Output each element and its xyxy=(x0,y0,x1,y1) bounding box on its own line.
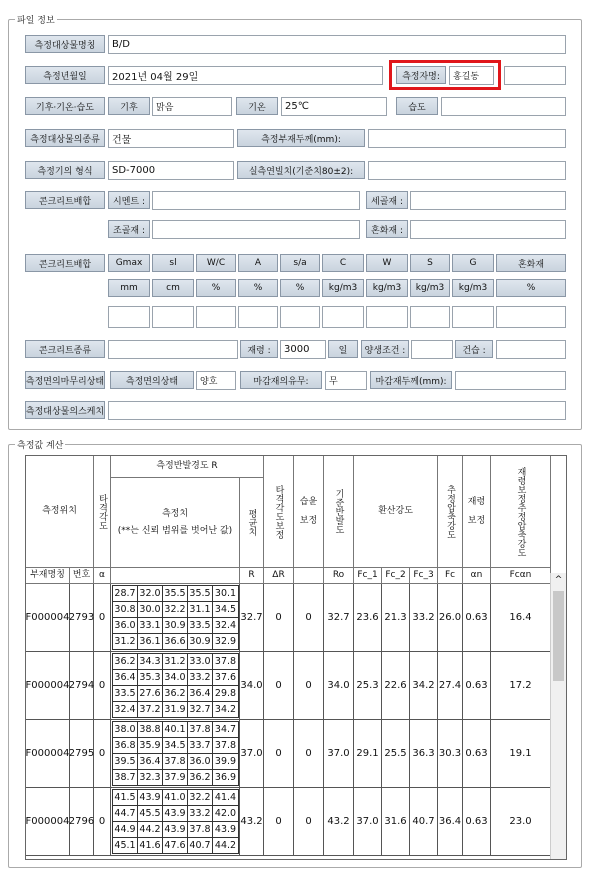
measure-value: 33.7 xyxy=(188,737,213,753)
target-name-field[interactable]: B/D xyxy=(108,35,566,54)
cement-label: 시멘트 : xyxy=(108,191,150,209)
measure-value: 43.9 xyxy=(213,821,238,837)
mix2-label: 콘크리트배합 xyxy=(25,254,105,272)
measure-grid xyxy=(112,653,239,718)
fine-agg-label: 세골재 : xyxy=(366,191,408,209)
measure-value: 37.8 xyxy=(163,753,188,769)
day-label: 일 xyxy=(328,340,358,358)
device-label: 측정기의 형식 xyxy=(25,161,105,179)
measure-value: 34.7 xyxy=(213,721,238,737)
cell-fc3: 36.3 xyxy=(410,720,438,787)
cell-member: F000004 xyxy=(26,652,70,719)
measure-value: 36.0 xyxy=(113,617,138,633)
measure-value: 41.4 xyxy=(213,789,238,805)
age-std-field[interactable] xyxy=(368,161,566,180)
hdr-rebound: 측정반발경도 R xyxy=(111,456,264,478)
mix-col-6: W xyxy=(366,254,408,272)
measure-grid xyxy=(112,585,239,650)
target-name-label: 측정대상물명칭 xyxy=(25,35,105,53)
admix-field[interactable] xyxy=(410,220,566,239)
cell-fc2: 25.5 xyxy=(382,720,410,787)
date-field[interactable]: 2021년 04월 29일 xyxy=(108,66,383,85)
measure-value: 35.5 xyxy=(188,585,213,601)
cell-fc: 36.4 xyxy=(438,788,463,855)
calc-title: 측정값 계산 xyxy=(15,438,65,451)
mix-value-0[interactable] xyxy=(108,306,150,328)
sub-fcan: Fcαn xyxy=(491,568,551,584)
thickness-label: 측정부재두께(mm): xyxy=(237,129,365,147)
mix-value-1[interactable] xyxy=(152,306,194,328)
cell-fcan: 23.0 xyxy=(491,788,551,855)
hdr-avg: 평균치 xyxy=(240,478,264,568)
measure-value: 38.0 xyxy=(113,721,138,737)
cell-fc: 27.4 xyxy=(438,652,463,719)
cell-moist: 0 xyxy=(294,788,324,855)
sub-member: 부재명칭 xyxy=(26,568,70,584)
mix-value-9[interactable] xyxy=(496,306,566,328)
vertical-scrollbar[interactable] xyxy=(550,573,566,859)
cell-alpha: 0 xyxy=(94,720,111,787)
type-label: 측정대상물의종류 xyxy=(25,129,105,147)
measure-value: 30.9 xyxy=(188,633,213,649)
measure-value: 34.5 xyxy=(163,737,188,753)
measure-value: 37.6 xyxy=(213,669,238,685)
mix-value-4[interactable] xyxy=(280,306,320,328)
measure-value: 39.9 xyxy=(213,753,238,769)
mix-col-2: W/C xyxy=(196,254,236,272)
cell-an: 0.63 xyxy=(463,720,491,787)
cell-fc3: 33.2 xyxy=(410,584,438,651)
curing-label: 양생조건 : xyxy=(361,340,409,358)
measure-value: 42.0 xyxy=(213,805,238,821)
weather-label: 기후·기온·습도 xyxy=(25,97,105,115)
measure-value: 31.2 xyxy=(113,633,138,649)
finish-thick-field[interactable] xyxy=(455,371,566,390)
dry-field[interactable] xyxy=(496,340,566,359)
cell-fc1: 37.0 xyxy=(354,788,382,855)
measure-value: 33.5 xyxy=(188,617,213,633)
hdr-age-b: 보정 xyxy=(467,515,486,526)
measure-value: 36.6 xyxy=(163,633,188,649)
sub-alpha: α xyxy=(94,568,111,584)
cell-Ro: 32.7 xyxy=(324,584,354,651)
cell-fc1: 23.6 xyxy=(354,584,382,651)
table-row[interactable] xyxy=(26,584,551,652)
mix-unit-1: cm xyxy=(152,279,194,297)
measure-value: 37.8 xyxy=(188,721,213,737)
file-info-title: 파일 정보 xyxy=(15,13,57,26)
cell-no: 2794 xyxy=(70,652,94,719)
measure-value: 31.9 xyxy=(163,701,188,717)
cell-fc1: 25.3 xyxy=(354,652,382,719)
cell-Ro: 37.0 xyxy=(324,720,354,787)
sub-fc1: Fc_1 xyxy=(354,568,382,584)
hdr-angle-a: 타격 xyxy=(97,493,107,512)
cell-fc2: 31.6 xyxy=(382,788,410,855)
cell-fc: 26.0 xyxy=(438,584,463,651)
measure-value: 37.8 xyxy=(213,653,238,669)
sub-R: R xyxy=(240,568,264,584)
surface-state-field[interactable]: 양호 xyxy=(196,371,236,390)
measure-value: 36.0 xyxy=(188,753,213,769)
cell-R: 43.2 xyxy=(240,788,264,855)
scroll-thumb[interactable] xyxy=(553,591,564,681)
sub-Ro: Ro xyxy=(324,568,354,584)
cell-moist: 0 xyxy=(294,652,324,719)
humidity-label: 습도 xyxy=(396,97,438,115)
sub-fc3: Fc_3 xyxy=(410,568,438,584)
cell-fc2: 21.3 xyxy=(382,584,410,651)
surface-state-label: 측정면의상태 xyxy=(110,371,194,389)
measure-value: 39.5 xyxy=(113,753,138,769)
measure-value: 40.7 xyxy=(188,837,213,853)
cell-no: 2795 xyxy=(70,720,94,787)
measure-value: 36.8 xyxy=(113,737,138,753)
mix-col-5: C xyxy=(322,254,364,272)
kind-label: 콘크리트종류 xyxy=(25,340,105,358)
measure-value: 32.3 xyxy=(138,769,163,785)
measure-value: 41.0 xyxy=(163,789,188,805)
cell-member: F000004 xyxy=(26,788,70,855)
cell-no: 2796 xyxy=(70,788,94,855)
hdr-est: 추정압축강도 xyxy=(438,456,463,568)
measure-value: 35.5 xyxy=(163,585,188,601)
mix-value-5[interactable] xyxy=(322,306,364,328)
sub-no: 번호 xyxy=(70,568,94,584)
measure-value: 44.7 xyxy=(113,805,138,821)
dry-label: 건습 : xyxy=(455,340,493,358)
sketch-field[interactable] xyxy=(108,401,566,420)
mix-unit-2: % xyxy=(196,279,236,297)
admix-label: 혼화재 : xyxy=(366,220,408,238)
date-label: 측정년월일 xyxy=(25,66,105,84)
mix-value-3[interactable] xyxy=(238,306,278,328)
hdr-angle xyxy=(94,456,111,568)
sketch-label: 측정대상물의스케치 xyxy=(25,401,105,419)
cell-moist: 0 xyxy=(294,584,324,651)
material-age-label: 재령 : xyxy=(240,340,278,358)
measure-value: 43.9 xyxy=(163,821,188,837)
measure-value: 44.9 xyxy=(113,821,138,837)
cell-dR: 0 xyxy=(264,584,294,651)
coarse-agg-field[interactable] xyxy=(152,220,360,239)
measure-grid xyxy=(112,721,239,786)
measure-value: 33.1 xyxy=(138,617,163,633)
sub-an: αn xyxy=(463,568,491,584)
mix-unit-9: % xyxy=(496,279,566,297)
measure-value: 32.9 xyxy=(213,633,238,649)
hdr-angle-corr: 타격각도보정 xyxy=(264,456,294,568)
measure-value: 30.9 xyxy=(163,617,188,633)
cell-Ro: 43.2 xyxy=(324,788,354,855)
hdr-measure-note: (**는 신뢰 범위를 벗어난 값) xyxy=(117,525,233,536)
mix-value-6[interactable] xyxy=(366,306,408,328)
curing-field[interactable] xyxy=(411,340,453,359)
cell-dR: 0 xyxy=(264,788,294,855)
measure-value: 30.1 xyxy=(213,585,238,601)
coarse-agg-label: 조골재 : xyxy=(108,220,150,238)
cell-fcan: 19.1 xyxy=(491,720,551,787)
climate-label: 기후 xyxy=(108,97,150,115)
device-field[interactable]: SD-7000 xyxy=(108,161,234,180)
kind-field[interactable] xyxy=(108,340,238,359)
finish-label: 마감재의유무: xyxy=(240,371,322,389)
mix-unit-6: kg/m3 xyxy=(366,279,408,297)
hdr-moist xyxy=(294,456,324,568)
sub-moist-blank xyxy=(294,568,324,584)
table-row[interactable] xyxy=(26,652,551,720)
scroll-up-icon[interactable]: ^ xyxy=(554,575,563,585)
cell-no: 2793 xyxy=(70,584,94,651)
mix-unit-0: mm xyxy=(108,279,150,297)
measure-value: 33.2 xyxy=(188,805,213,821)
measure-value: 35.9 xyxy=(138,737,163,753)
measure-value: 34.3 xyxy=(138,653,163,669)
measure-value: 44.2 xyxy=(138,821,163,837)
mix-value-2[interactable] xyxy=(196,306,236,328)
measure-value: 31.1 xyxy=(188,601,213,617)
mix-unit-7: kg/m3 xyxy=(410,279,450,297)
cell-dR: 0 xyxy=(264,652,294,719)
measure-value: 32.2 xyxy=(188,789,213,805)
mix-col-7: S xyxy=(410,254,450,272)
measure-value: 43.9 xyxy=(138,789,163,805)
measure-value: 31.2 xyxy=(163,653,188,669)
cell-R: 32.7 xyxy=(240,584,264,651)
measure-value: 32.7 xyxy=(188,701,213,717)
measure-value: 45.1 xyxy=(113,837,138,853)
cell-moist: 0 xyxy=(294,720,324,787)
hdr-final: 재령보정추정압축강도 xyxy=(491,456,551,568)
cement-field[interactable] xyxy=(152,191,360,210)
material-age-field[interactable]: 3000 xyxy=(280,340,326,359)
sub-fc2: Fc_2 xyxy=(382,568,410,584)
hdr-position: 측정위치 xyxy=(26,456,94,568)
cell-dR: 0 xyxy=(264,720,294,787)
table-row[interactable] xyxy=(26,720,551,788)
cell-R: 34.0 xyxy=(240,652,264,719)
measure-value: 30.0 xyxy=(138,601,163,617)
mix-unit-3: % xyxy=(238,279,278,297)
measure-value: 32.4 xyxy=(113,701,138,717)
mix-col-3: A xyxy=(238,254,278,272)
hdr-age-a: 재령 xyxy=(467,496,486,507)
measure-value: 37.9 xyxy=(163,769,188,785)
type-field[interactable]: 건물 xyxy=(108,129,234,148)
measure-value: 36.4 xyxy=(138,753,163,769)
measure-value: 34.0 xyxy=(163,669,188,685)
measure-value: 36.1 xyxy=(138,633,163,649)
measure-value: 32.4 xyxy=(213,617,238,633)
table-row[interactable] xyxy=(26,788,551,856)
mix-label: 콘크리트배합 xyxy=(25,191,105,209)
hdr-measure xyxy=(111,478,240,568)
hdr-strength: 환산강도 xyxy=(354,456,438,568)
mix-col-9: 혼화재 xyxy=(496,254,566,272)
hdr-base: 기준반발도 xyxy=(324,456,354,568)
cell-alpha: 0 xyxy=(94,584,111,651)
person-field[interactable]: 홍길동 xyxy=(449,66,494,85)
finish-thick-label: 마감재두께(mm): xyxy=(370,371,452,389)
cell-fc2: 22.6 xyxy=(382,652,410,719)
measure-value: 34.5 xyxy=(213,601,238,617)
mix-col-0: Gmax xyxy=(108,254,150,272)
hdr-angle-b: 각도 xyxy=(97,511,107,530)
humidity-field[interactable] xyxy=(441,97,566,116)
measure-value: 43.9 xyxy=(163,805,188,821)
measure-value: 37.2 xyxy=(138,701,163,717)
measure-value: 33.0 xyxy=(188,653,213,669)
mix-col-8: G xyxy=(452,254,494,272)
measure-value: 37.8 xyxy=(188,821,213,837)
hdr-measure-text: 측정치 xyxy=(161,508,189,519)
cell-fc3: 40.7 xyxy=(410,788,438,855)
age-std-label: 실측연빌치(기준치80±2): xyxy=(237,161,365,179)
hdr-age xyxy=(463,456,491,568)
measure-value: 36.4 xyxy=(188,685,213,701)
cell-member: F000004 xyxy=(26,584,70,651)
finish-field[interactable]: 무 xyxy=(325,371,367,390)
measure-value: 37.8 xyxy=(213,737,238,753)
measure-value: 33.2 xyxy=(188,669,213,685)
measure-value: 30.8 xyxy=(113,601,138,617)
measure-value: 35.3 xyxy=(138,669,163,685)
measure-value: 41.5 xyxy=(113,789,138,805)
measure-value: 41.6 xyxy=(138,837,163,853)
cell-fc1: 29.1 xyxy=(354,720,382,787)
mix-value-8[interactable] xyxy=(452,306,494,328)
measure-value: 32.2 xyxy=(163,601,188,617)
climate-field[interactable]: 맑음 xyxy=(152,97,232,116)
hdr-moist-a: 습윤 xyxy=(299,496,318,507)
cell-alpha: 0 xyxy=(94,788,111,855)
fine-agg-field[interactable] xyxy=(410,191,566,210)
temp-field[interactable]: 25℃ xyxy=(281,97,387,116)
mix-col-1: sl xyxy=(152,254,194,272)
measure-value: 32.0 xyxy=(138,585,163,601)
measure-value: 36.2 xyxy=(113,653,138,669)
temp-label: 기온 xyxy=(236,97,278,115)
cell-fc: 30.3 xyxy=(438,720,463,787)
cell-R: 37.0 xyxy=(240,720,264,787)
measure-value: 38.8 xyxy=(138,721,163,737)
measure-value: 47.6 xyxy=(163,837,188,853)
measure-value: 36.2 xyxy=(163,685,188,701)
measure-value: 36.2 xyxy=(188,769,213,785)
sub-dR: ΔR xyxy=(264,568,294,584)
measure-value: 40.1 xyxy=(163,721,188,737)
mix-unit-8: kg/m3 xyxy=(452,279,494,297)
person-extra-field[interactable] xyxy=(504,66,566,85)
measure-value: 28.7 xyxy=(113,585,138,601)
measure-value: 36.9 xyxy=(213,769,238,785)
cell-fc3: 34.2 xyxy=(410,652,438,719)
surface-label: 측정면의마무리상태 xyxy=(25,371,105,389)
mix-col-4: s/a xyxy=(280,254,320,272)
mix-unit-4: % xyxy=(280,279,320,297)
measure-value: 29.8 xyxy=(213,685,238,701)
measure-value: 27.6 xyxy=(138,685,163,701)
measure-value: 44.2 xyxy=(213,837,238,853)
cell-an: 0.63 xyxy=(463,584,491,651)
calc-grid xyxy=(25,455,567,860)
cell-an: 0.63 xyxy=(463,788,491,855)
sub-fc: Fc xyxy=(438,568,463,584)
sub-measure-blank xyxy=(111,568,240,584)
measure-value: 45.5 xyxy=(138,805,163,821)
thickness-field[interactable] xyxy=(368,129,566,148)
mix-unit-5: kg/m3 xyxy=(322,279,364,297)
hdr-moist-b: 보정 xyxy=(299,515,318,526)
cell-member: F000004 xyxy=(26,720,70,787)
cell-Ro: 34.0 xyxy=(324,652,354,719)
cell-fcan: 16.4 xyxy=(491,584,551,651)
person-label: 측정자명: xyxy=(396,66,446,84)
cell-an: 0.63 xyxy=(463,652,491,719)
measure-value: 34.2 xyxy=(213,701,238,717)
measure-value: 38.7 xyxy=(113,769,138,785)
cell-fcan: 17.2 xyxy=(491,652,551,719)
measure-value: 33.5 xyxy=(113,685,138,701)
person-highlight xyxy=(389,60,501,90)
mix-value-7[interactable] xyxy=(410,306,450,328)
measure-grid xyxy=(112,789,239,854)
cell-alpha: 0 xyxy=(94,652,111,719)
measure-value: 36.4 xyxy=(113,669,138,685)
